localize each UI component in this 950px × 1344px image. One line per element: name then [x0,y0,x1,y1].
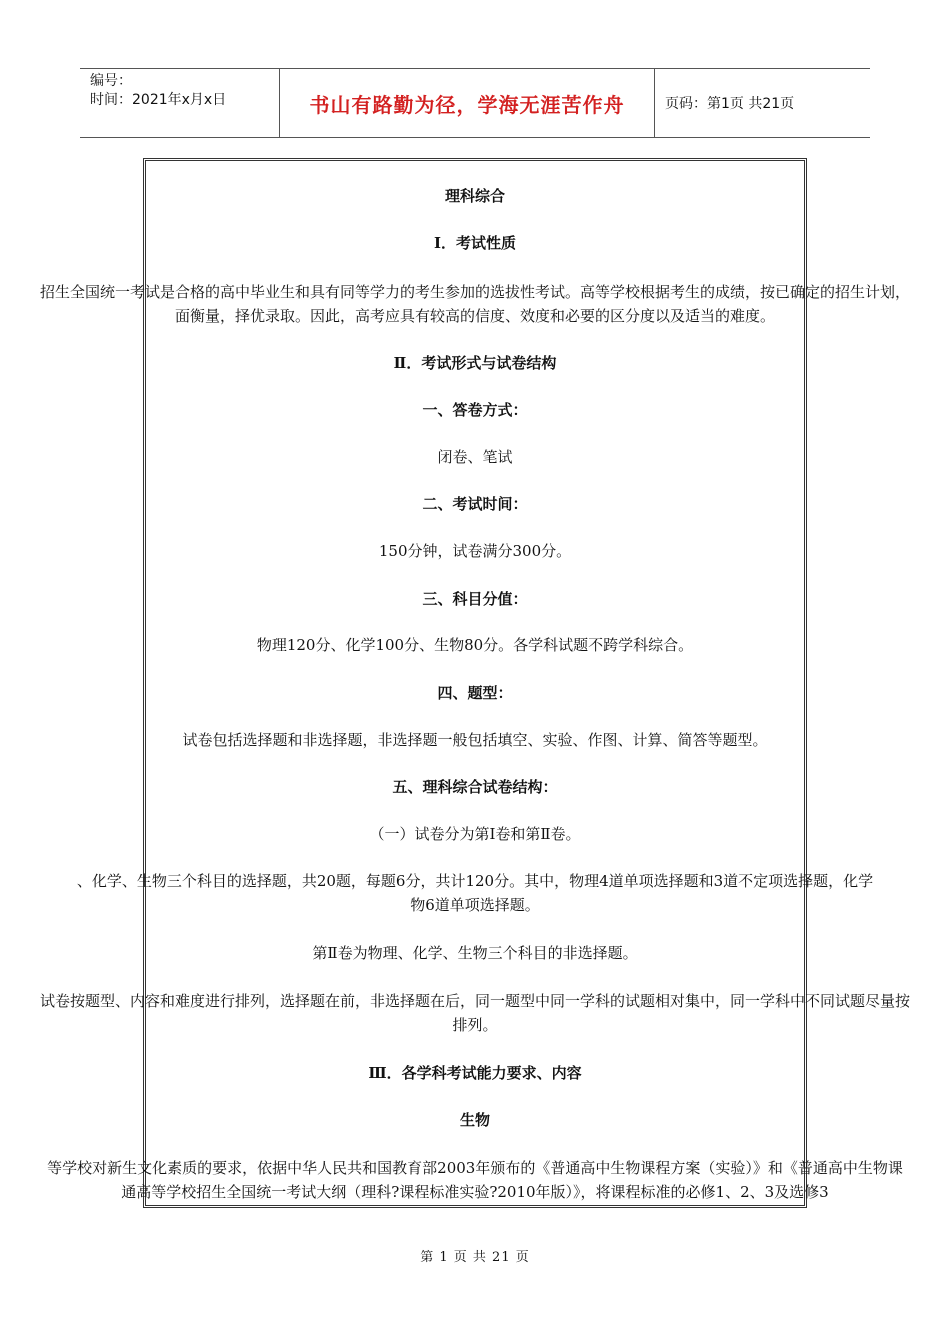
structure-item: 排列。 [452,1016,498,1034]
paragraph-line: 等学校对新生文化素质的要求，依据中华人民共和国教育部2003年颁布的《普通高中生物课程方案（实验）》和《普通高中生物课 [47,1159,903,1177]
score-value: 物理120分、化学100分、生物80分。各学科试题不跨学科综合。 [256,636,694,654]
paragraph-line: 面衡量，择优录取。因此，高考应具有较高的信度、效度和必要的区分度以及适当的难度。 [174,307,775,325]
structure-item: 物6道单项选择题。 [410,896,540,914]
header-page-info: 页码：第1页 共21页 [665,96,795,112]
structure-item: 试卷按题型、内容和难度进行排列，选择题在前，非选择题在后，同一题型中同一学科的试题相对集中，同一学科中不同试题尽量按 [39,992,910,1010]
answer-value: 闭卷、笔试 [437,448,513,466]
subheading-structure: 五、理科综合试卷结构： [392,778,558,796]
type-value: 试卷包括选择题和非选择题，非选择题一般包括填空、实验、作图、计算、简答等题型。 [182,731,768,749]
subheading-type: 四、题型： [437,684,513,702]
section-heading-3: Ⅲ．各学科考试能力要求、内容 [368,1064,582,1082]
subheading-answer: 一、答卷方式： [422,401,528,419]
structure-item: （一）试卷分为第Ⅰ卷和第Ⅱ卷。 [369,825,581,843]
page-footer: 第 1 页 共 21 页 [420,1250,530,1265]
section-heading-1: Ⅰ．考试性质 [433,234,517,252]
serial-label: 编号： [90,73,132,89]
paragraph-line: 通高等学校招生全国统一考试大纲（理科?课程标准实验?2010年版）》，将课程标准的必修1、2、3及选修3 [121,1183,829,1201]
date-label: 时间：2021年x月x日 [90,92,227,108]
subheading-time: 二、考试时间： [422,495,528,513]
header-motto: 书山有路勤为径，学海无涯苦作舟 [280,69,655,137]
section-heading-2: Ⅱ．考试形式与试卷结构 [393,354,557,372]
structure-item: 第Ⅱ卷为物理、化学、生物三个科目的非选择题。 [312,944,638,962]
structure-item: 、化学、生物三个科目的选择题，共20题，每题6分，共计120分。其中，物理4道单项选择题和3道不定项选择题，化学 [76,872,874,890]
subheading-score: 三、科目分值： [422,590,528,608]
time-value: 150分钟，试卷满分300分。 [378,542,572,560]
doc-title: 理科综合 [444,187,505,205]
subheading-biology: 生物 [459,1111,490,1129]
paragraph-line: 招生全国统一考试是合格的高中毕业生和具有同等学力的考生参加的选拔性考试。高等学校根据考生的成绩，按已确定的招生计划， [39,283,910,301]
